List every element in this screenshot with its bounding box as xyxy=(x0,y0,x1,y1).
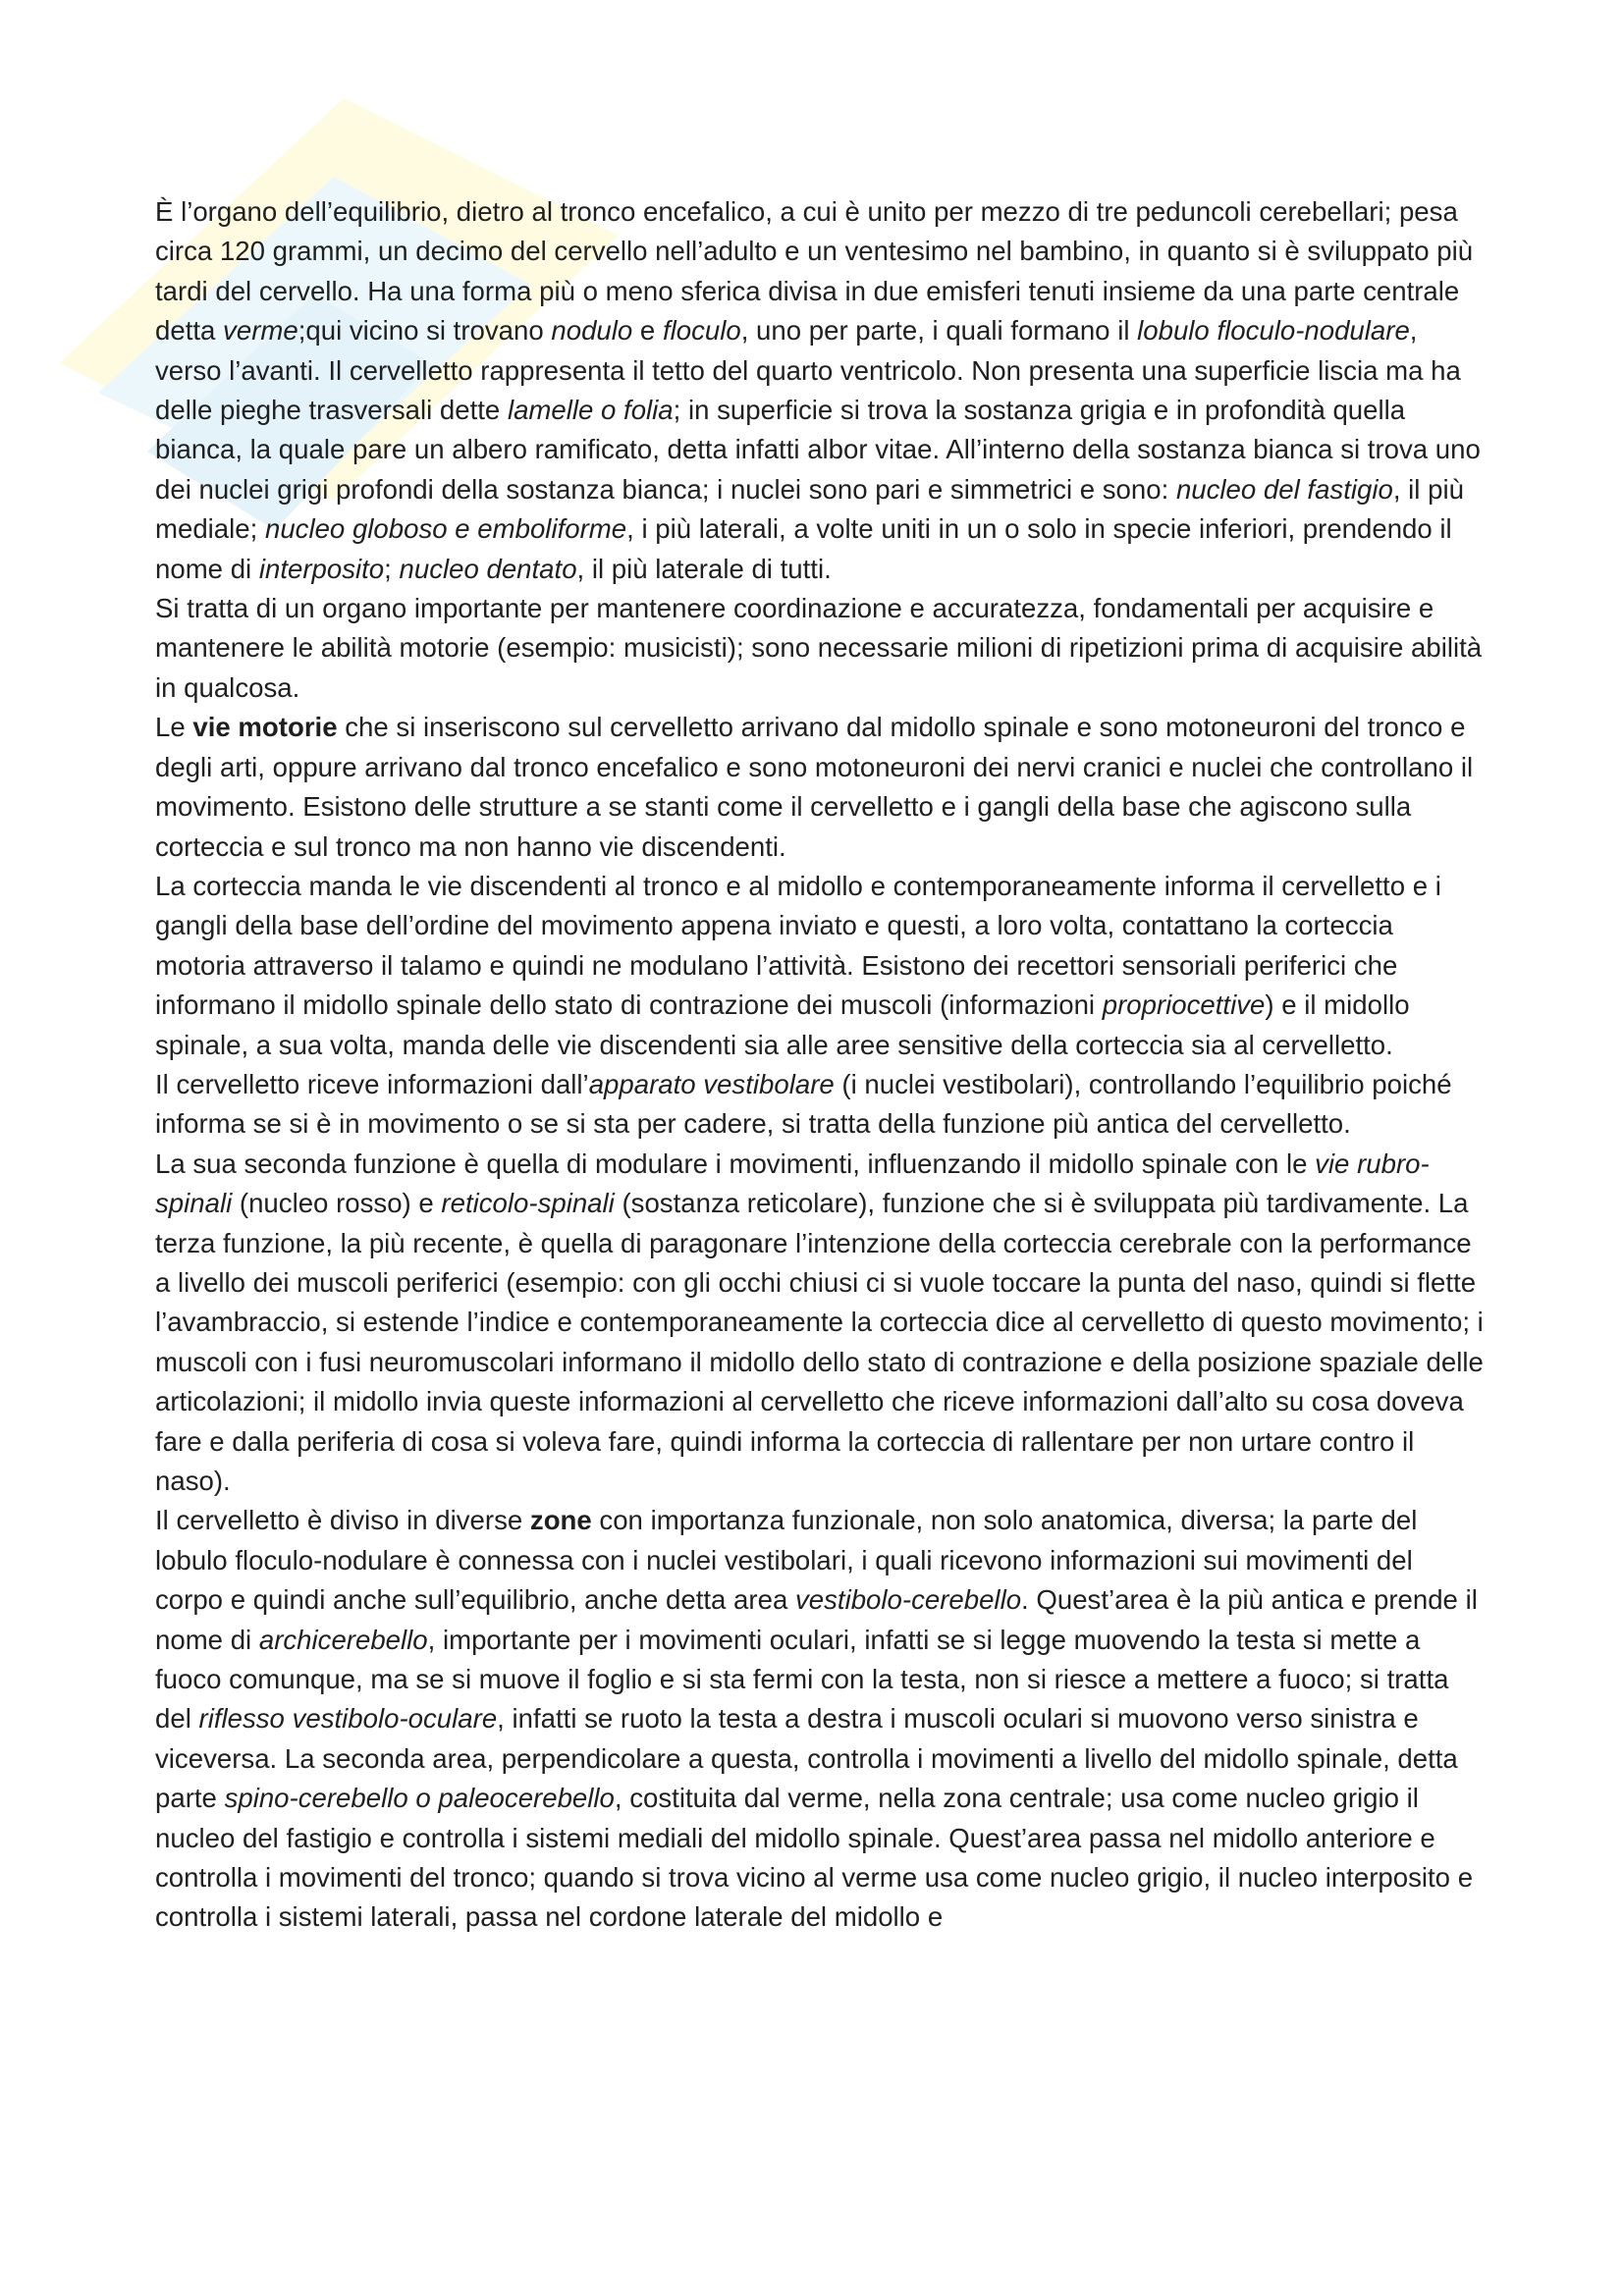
text-run-italic: riflesso vestibolo-oculare xyxy=(198,1703,498,1735)
text-run: . Quest’area è la più antica e prende il nome di xyxy=(155,1584,1478,1655)
text-run-italic: nodulo xyxy=(551,315,633,347)
text-run: (i nuclei vestibolari), controllando l’equilibrio poiché informa se si è in movimento o se si sta per cadere, si tratta della funzione più antica del cervelletto. xyxy=(155,1068,1452,1140)
text-run: La sua seconda funzione è quella di modulare i movimenti, influenzando il midollo spinale con le xyxy=(155,1148,1316,1179)
text-run-italic: interposito xyxy=(258,553,385,584)
text-run: , costituita dal verme, nella zona centrale; usa come nucleo grigio il nucleo del fastigio e controlla i sistemi mediali del midollo spinale. Quest’area passa nel midollo anteriore e controlla i movimenti del tronco; quando si trova vicino al verme usa come nucleo grigio, il nucleo interposito e controlla i sistemi laterali, passa nel cordone laterale del midollo e xyxy=(155,1783,1474,1933)
text-run-italic: verme xyxy=(223,315,298,347)
text-run: e xyxy=(632,315,663,347)
text-run: , uno per parte, i quali formano il xyxy=(740,315,1138,347)
text-run: Le xyxy=(155,712,193,743)
paragraph xyxy=(155,1501,1487,1937)
text-run-italic: propriocettive xyxy=(1102,989,1266,1021)
text-run-bold: vie motorie xyxy=(192,712,338,743)
text-run: La corteccia manda le vie discendenti al tronco e al midollo e contemporaneamente informa il cervelletto e i gangli della base dell’ordine del movimento appena inviato e questi, a loro volta, contattano la corteccia motoria attraverso il talamo e quindi ne modulano l’attività. Esistono dei recettori sensoriali periferici che informano il midollo spinale dello stato di contrazione dei muscoli (informazioni xyxy=(155,870,1441,1021)
text-run: Il cervelletto riceve informazioni dall’ xyxy=(155,1068,589,1099)
text-run-italic: vestibolo-cerebello xyxy=(794,1584,1022,1616)
text-run-italic: spino-cerebello o paleocerebello xyxy=(224,1783,615,1814)
text-run: ) e il midollo spinale, a sua volta, manda delle vie discendenti sia alle aree sensitive della corteccia sia al cervelletto. xyxy=(155,989,1410,1060)
text-run: Si tratta di un organo importante per mantenere coordinazione e accuratezza, fondamentali per acquisire e mantenere le abilità motorie (esempio: musicisti); sono necessarie milioni di ripetizioni prima di acquisire abilità in qualcosa. xyxy=(155,593,1483,703)
paragraph xyxy=(155,589,1487,708)
text-run: ;qui vicino si trovano xyxy=(298,315,552,347)
text-run: , il più laterale di tutti. xyxy=(576,553,832,584)
document-body xyxy=(155,192,1487,1938)
text-run: Il cervelletto è diviso in diverse xyxy=(155,1505,530,1536)
text-run: , i più laterali, a volte uniti in un o solo in specie inferiori, prendendo il nome di xyxy=(155,513,1452,584)
text-run: con importanza funzionale, non solo anatomica, diversa; la parte del lobulo floculo-nodulare è connessa con i nuclei vestibolari, i quali ricevono informazioni sui movimenti del corpo e quindi anche sull’equilibrio, anche detta area xyxy=(155,1505,1418,1616)
text-run: ; xyxy=(384,553,400,584)
text-run-italic: reticolo-spinali xyxy=(441,1188,615,1219)
paragraph xyxy=(155,192,1487,589)
text-run-italic: archicerebello xyxy=(258,1624,428,1655)
paragraph xyxy=(155,1145,1487,1502)
text-run-italic: nucleo del fastigio xyxy=(1175,473,1393,505)
text-run-italic: nucleo globoso e emboliforme xyxy=(264,513,627,545)
text-run-italic: lobulo floculo-nodulare xyxy=(1137,315,1410,347)
text-run: (sostanza reticolare), funzione che si è sviluppata più tardivamente. La terza funzione, la più recente, è quella di paragonare l’intenzione della corteccia cerebrale con la performance a livello dei muscoli periferici (esempio: con gli occhi chiusi ci si vuole toccare la punta del naso, quindi si flette l’avambraccio, si estende l’indice e contemporaneamente la corteccia dice al cervelletto di questo movimento; i muscoli con i fusi neuromuscolari informano il midollo dello stato di contrazione e della posizione spaziale delle articolazioni; il midollo invia queste informazioni al cervelletto che riceve informazioni dall’alto su cosa doveva fare e dalla periferia di cosa si voleva fare, quindi informa la corteccia di rallentare per non urtare contro il naso). xyxy=(155,1188,1484,1496)
text-run: (nucleo rosso) e xyxy=(232,1188,442,1219)
text-run: ; in superficie si trova la sostanza grigia e in profondità quella bianca, la quale pare un albero ramificato, detta infatti albor vitae. All’interno della sostanza bianca si trova uno dei nuclei grigi profondi della sostanza bianca; i nuclei sono pari e simmetrici e sono: xyxy=(155,395,1481,505)
text-run: È l’organo dell’equilibrio, dietro al tronco encefalico, a cui è unito per mezzo di tre peduncoli cerebellari; pesa circa 120 grammi, un decimo del cervello nell’adulto e un ventesimo nel bambino, in quanto si è sviluppato più tardi del cervello. Ha una forma più o meno sferica divisa in due emisferi tenuti insieme da una parte centrale detta xyxy=(155,196,1474,347)
text-run-italic: vie rubro-spinali xyxy=(155,1148,1430,1219)
paragraph xyxy=(155,708,1487,867)
text-run-bold: zone xyxy=(529,1505,592,1536)
text-run-italic: nucleo dentato xyxy=(399,553,577,584)
text-run: , importante per i movimenti oculari, infatti se si legge muovendo la testa si mette a fuoco comunque, ma se si muove il foglio e si sta fermi con la testa, non si riesce a mettere a fuoco; si tratta del xyxy=(155,1624,1449,1735)
text-run-italic: lamelle o folia xyxy=(507,395,674,426)
text-run-italic: apparato vestibolare xyxy=(588,1068,835,1099)
paragraph xyxy=(155,867,1487,1065)
text-run: che si inseriscono sul cervelletto arrivano dal midollo spinale e sono motoneuroni del tronco e degli arti, oppure arrivano dal tronco encefalico e sono motoneuroni dei nervi cranici e nuclei che controllano il movimento. Esistono delle strutture a se stanti come il cervelletto e i gangli della base che agiscono sulla corteccia e sul tronco ma non hanno vie discendenti. xyxy=(155,712,1474,862)
paragraph xyxy=(155,1065,1487,1145)
text-run-italic: floculo xyxy=(662,315,741,347)
text-run: , verso l’avanti. Il cervelletto rappresenta il tetto del quarto ventricolo. Non presenta una superficie liscia ma ha delle pieghe trasversali dette xyxy=(155,315,1461,426)
text-run: , il più mediale; xyxy=(155,473,1464,545)
text-run: , infatti se ruoto la testa a destra i muscoli oculari si muovono verso sinistra e viceversa. La seconda area, perpendicolare a questa, controlla i movimenti a livello del midollo spinale, detta parte xyxy=(155,1703,1458,1814)
